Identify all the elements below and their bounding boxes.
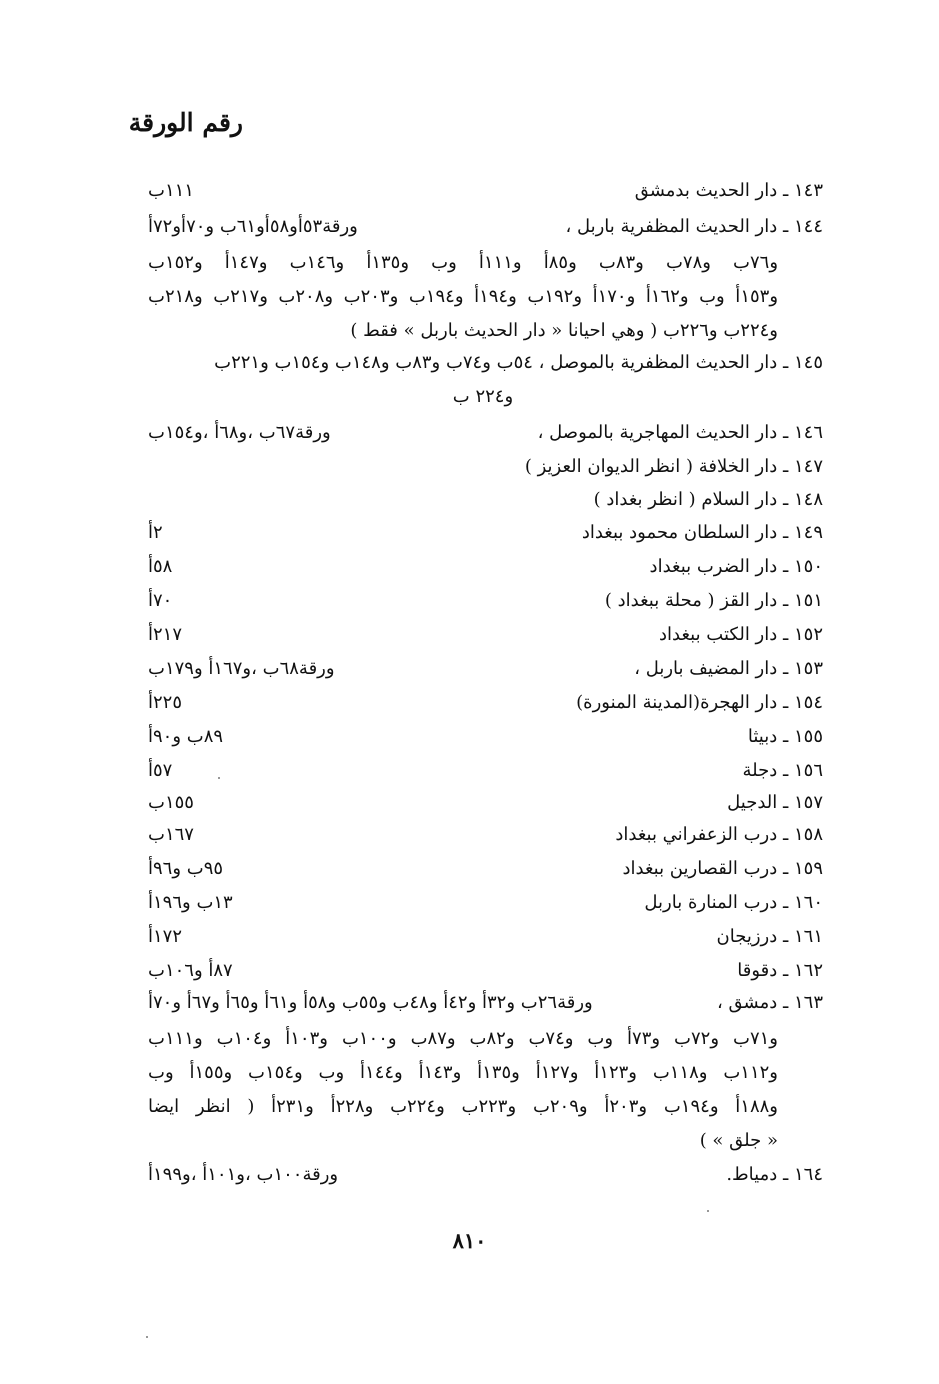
index-entry xyxy=(148,483,823,517)
entry-pages: ورقة٢٦ب و٣٢أ و٤٢أ و٤٨ب و٥٥ب و٥٨أ و٦١أ و٦٥أ و٦٧أ و٧٠أ xyxy=(148,992,593,1013)
entry-name: دار الخلافة ( انظر الديوان العزيز ) xyxy=(524,456,778,477)
entry-head: ١٥٩ ـ درب القصارين ببغداد xyxy=(622,858,823,879)
entry-head: ١٦٤ ـ دمياط. xyxy=(726,1164,823,1185)
index-entry xyxy=(148,516,823,550)
entry-pages: ١٣ب و١٩٦أ xyxy=(148,892,233,913)
entry-pages: ١٧٢أ xyxy=(148,926,183,947)
entry-head: ١٤٧ ـ دار الخلافة ( انظر الديوان العزيز ) xyxy=(524,456,823,477)
entry-continuation: و٧١ب و٧٢ب و٧٣أ وب و٧٤ب و٨٢ب و٨٧ب و١٠٠ب و١٠٣أ و١٠٤ب و١١١ب xyxy=(148,1028,778,1049)
entry-pages: ٧٠أ xyxy=(148,590,173,611)
entry-name: دار السلام ( انظر بغداد ) xyxy=(593,489,778,510)
index-entry xyxy=(148,920,823,954)
index-entry xyxy=(148,852,823,886)
entry-head: ١٦٠ ـ درب المنارة باربل xyxy=(644,892,823,913)
index-entry xyxy=(148,754,823,788)
entry-name: درب القصارين ببغداد xyxy=(622,858,778,879)
entry-name: دار القز ( محلة ببغداد ) xyxy=(604,590,778,611)
entry-name: دار الكتب ببغداد xyxy=(658,624,778,645)
entry-name: دار الحديث المظفرية بالموصل ، ٥٤ب و٧٤ب و٨٣ب و١٤٨ب و١٥٤ب و٢٢١ب xyxy=(214,352,778,373)
entry-pages: ورقة١٠٠ب ،و١٠١أ ،و١٩٩أ xyxy=(148,1164,339,1185)
entry-pages: ٨٩ب و٩٠أ xyxy=(148,726,224,747)
scan-speck xyxy=(218,777,220,779)
entry-head: ١٦٣ ـ دمشق ، xyxy=(717,992,823,1013)
entry-head: ١٥٠ ـ دار الضرب ببغداد xyxy=(649,556,823,577)
entry-name: دار الحديث المظفرية باربل ، xyxy=(565,216,778,237)
entry-pages: ٨٧أ و١٠٦ب xyxy=(148,960,233,981)
entry-name: دار السلطان محمود ببغداد xyxy=(581,522,778,543)
entry-continuation: و٧٦ب و٧٨ب و٨٣ب و٨٥أ و١١١أ وب و١٣٥أ و١٤٦ب و١٤٧أ و١٥٢ب xyxy=(148,252,779,273)
scan-speck xyxy=(146,1336,148,1338)
entry-name: دجلة xyxy=(742,760,778,781)
entry-pages: ورقة٦٨ب ،و١٦٧أ و١٧٩ب xyxy=(148,658,335,679)
page-header-title: رقم الورقة xyxy=(128,108,243,137)
entry-pages: ٢أ xyxy=(148,522,163,543)
entry-head: ١٦١ ـ درزيجان xyxy=(716,926,823,947)
entry-name: دار الحديث المهاجرية بالموصل ، xyxy=(537,422,778,443)
entry-pages: ١٦٧ب xyxy=(148,824,194,845)
entry-head: ١٤٥ ـ دار الحديث المظفرية بالموصل ، ٥٤ب و٧٤ب و٨٣ب و١٤٨ب و١٥٤ب و٢٢١ب xyxy=(214,352,823,373)
entry-continuation: و١١٢ب و١١٨ب و١٢٣أ و١٢٧أ و١٣٥أ و١٤٣أ و١٤٤أ وب و١٥٤ب و١٥٥أ وب xyxy=(148,1062,778,1083)
entry-continuation: و٢٢٤ ب xyxy=(452,386,514,407)
entry-name: دار الضرب ببغداد xyxy=(649,556,778,577)
entry-head: ١٥١ ـ دار القز ( محلة ببغداد ) xyxy=(604,590,823,611)
entry-pages: ٥٧أ xyxy=(148,760,173,781)
index-entry xyxy=(148,786,823,820)
entry-head: ١٦٢ ـ دقوقا xyxy=(737,960,823,981)
entry-head: ١٥٨ ـ درب الزعفراني ببغداد xyxy=(615,824,823,845)
entry-continuation: و١٨٨أ و١٩٤ب و٢٠٣أ و٢٠٩ب و٢٢٣ب و٢٢٤ب و٢٢٨أ و٢٣١أ ( انظر ايضا xyxy=(148,1096,778,1117)
entry-head: ١٤٣ ـ دار الحديث بدمشق xyxy=(634,180,823,201)
entry-name: دبيثا xyxy=(747,726,778,747)
index-entry xyxy=(148,618,823,652)
index-entry xyxy=(148,720,823,754)
entry-pages: ١١١ب xyxy=(148,180,194,201)
entry-head: ١٥٦ ـ دجلة xyxy=(742,760,823,781)
entry-pages: ٥٨أ xyxy=(148,556,173,577)
scan-speck xyxy=(707,1210,709,1212)
entry-head: ١٥٤ ـ دار الهجرة(المدينة المنورة) xyxy=(576,692,823,713)
index-entry xyxy=(148,174,823,208)
entry-pages: ١٥٥ب xyxy=(148,792,194,813)
index-entry xyxy=(148,652,823,686)
entry-head: ١٤٤ ـ دار الحديث المظفرية باربل ، xyxy=(565,216,823,237)
index-entry xyxy=(148,450,823,484)
index-entry xyxy=(148,416,823,450)
index-entry xyxy=(148,954,823,988)
entry-name: دمشق ، xyxy=(717,992,778,1013)
entry-continuation: و١٥٣أ وب و١٦٢أ و١٧٠أ و١٩٢ب و١٩٤أ و١٩٤ب و٢٠٣ب و٢٠٨ب و٢١٧ب و٢١٨ب xyxy=(148,286,779,307)
index-entry xyxy=(148,346,823,380)
entry-head: ١٤٩ ـ دار السلطان محمود ببغداد xyxy=(581,522,823,543)
index-entry xyxy=(148,986,823,1020)
page-number: ٨١٠ xyxy=(452,1228,487,1253)
entry-name: دقوقا xyxy=(737,960,778,981)
entry-continuation: و٢٢٤ب و٢٢٦ب ( وهي احيانا « دار الحديث باربل » فقط ) xyxy=(350,320,778,341)
entry-head: ١٥٧ ـ الدجيل xyxy=(727,792,823,813)
entry-name: دار الهجرة(المدينة المنورة) xyxy=(576,692,778,713)
entry-name: درب الزعفراني ببغداد xyxy=(615,824,778,845)
entry-pages: ٩٥ب و٩٦أ xyxy=(148,858,224,879)
entry-name: دار المضيف باربل ، xyxy=(634,658,778,679)
entry-pages: ٢١٧أ xyxy=(148,624,183,645)
index-entry xyxy=(148,1158,823,1192)
index-entry xyxy=(148,686,823,720)
entry-head: ١٥٢ ـ دار الكتب ببغداد xyxy=(658,624,823,645)
index-entry xyxy=(148,550,823,584)
entry-name: دمياط. xyxy=(726,1164,778,1185)
index-entry xyxy=(148,210,823,244)
entry-name: الدجيل xyxy=(727,792,778,813)
entry-head: ١٥٣ ـ دار المضيف باربل ، xyxy=(634,658,823,679)
index-entry xyxy=(148,886,823,920)
entry-pages: ورقة٥٣أو٥٨أو٦١ب و٧٠أو٧٢أ xyxy=(148,216,358,237)
index-entry xyxy=(148,584,823,618)
entry-head: ١٤٦ ـ دار الحديث المهاجرية بالموصل ، xyxy=(537,422,823,443)
entry-continuation: « جلق » ) xyxy=(699,1130,778,1151)
entry-name: درب المنارة باربل xyxy=(644,892,778,913)
entry-name: دار الحديث بدمشق xyxy=(634,180,778,201)
entry-head: ١٥٥ ـ دبيثا xyxy=(747,726,823,747)
entry-pages: ورقة٦٧ب ،و٦٨أ ،و١٥٤ب xyxy=(148,422,331,443)
entry-name: درزيجان xyxy=(716,926,778,947)
index-entry xyxy=(148,818,823,852)
entry-head: ١٤٨ ـ دار السلام ( انظر بغداد ) xyxy=(593,489,823,510)
entry-pages: ٢٢٥أ xyxy=(148,692,183,713)
